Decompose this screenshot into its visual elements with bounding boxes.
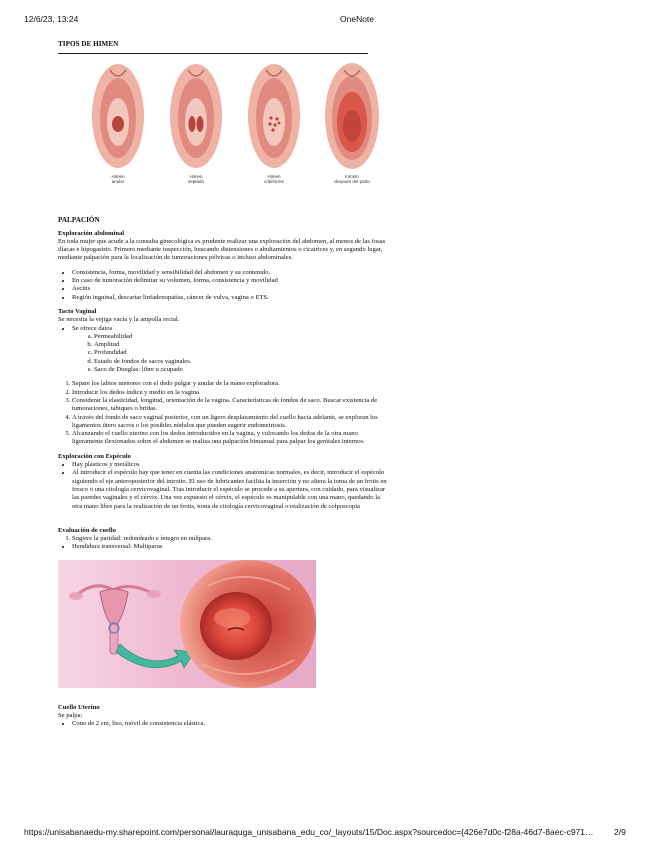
list-item: • Se ofrece datos a. Permeabilidad b. Amplitud c. Profundidad d. Estado de fondos de sacos vaginales. e. Saco de Douglas: libre u ocupado <box>72 325 388 375</box>
vaginal-exam-intro: Se necesita la vejiga vacía y la ampolla rectal. <box>58 316 180 324</box>
page-number: 2/9 <box>614 827 626 837</box>
list-item: • Hay plásticos y metálicos <box>72 461 388 469</box>
list-item: • Consistencia, forma, movilidad y sensibilidad del abdomen y su contenido. <box>72 269 388 277</box>
hymen-anular-illustration <box>88 56 148 184</box>
hymen-caption: Himen cribiforme <box>264 174 284 185</box>
vaginal-exam-steps <box>58 380 388 446</box>
list-item: 3. Considerar la elasticidad, longitud, orientación de la vagina. Características de fondos de saco. Buscar existencia de tumoraciones, tabiques o bridas. <box>72 397 388 414</box>
list-item: a. Permeabilidad <box>94 333 388 341</box>
neck-eval-heading: Evaluación de cuello <box>58 526 116 534</box>
section-divider <box>58 53 368 54</box>
list-item: e. Saco de Douglas: libre u ocupado <box>94 366 388 374</box>
list-item: • Al introducir el espéculo hay que tener en cuenta las condiciones anatómicas normales, es decir, introducir el espéculo siguiendo el eje anteroposterior del introito. El uso de lubricantes facilita la inserción y no altera la toma de un frotis en fresco o una citología cervicovaginal. Tras introducir el espéculo se procede a su apertura, con cuidado, para visualizar las paredes vaginales y el cérvix. Una vez expuesto el cérvix, el espéculo es manipulable con una mano, quedando la otra mano libre para la realización de un frotis, toma de citología cervicovaginal o realización de colposcopia <box>72 469 388 510</box>
list-item: • Ascitis <box>72 285 388 293</box>
hymen-cribiforme-illustration <box>244 56 304 184</box>
hymen-caption: Introito después del parto <box>334 174 370 185</box>
list-item: 4. A través del fondo de saco vaginal posterior, con un ligero desplazamiento del cuello hacia adelante, se exploran los ligamentos útero sacros o los posibles nódulos que pueden sugerir endometriosis. <box>72 414 388 431</box>
list-item: • En caso de tumoración delimitar su volumen, forma, consistencia y movilidad <box>72 277 388 285</box>
speculum-exam-list <box>58 461 388 511</box>
cervix-heading: Cuello Uterino <box>58 703 100 711</box>
vaginal-data-sublist <box>72 333 388 374</box>
hymen-septado-illustration <box>166 56 226 184</box>
list-item: 5. Alcanzando el cuello uterino con los dedos introducidos en la vagina, y colocando los dedos de la otra mano ligeramente flexionados sobre el abdomen se realiza una palpación bimanual para palpar los genitales internos. <box>72 430 388 447</box>
print-datetime: 12/6/23, 13:24 <box>24 14 79 24</box>
abdominal-exam-list <box>58 269 388 302</box>
hymen-section-title: TIPOS DE HIMEN <box>58 40 119 48</box>
hymen-types-figure <box>88 56 398 206</box>
speculum-exam-heading: Exploración con Espéculo <box>58 452 131 460</box>
abdominal-exam-heading: Exploración abdominal <box>58 229 125 237</box>
cervix-illustration <box>58 560 316 688</box>
neck-eval-list <box>58 535 388 543</box>
list-item: b. Amplitud <box>94 341 388 349</box>
abdominal-exam-intro: En toda mujer que acude a la consulta ginecológica es prudente realizar una exploración del abdomen, al menos de las fosas ilíacas e hipogastrio. Primero mediante inspección, buscando distensiones o abultamientos o cicatrices y, en segundo lugar, mediante palpación para la localización de tumoraciones pélvicas o incluso abdominales. <box>58 237 386 262</box>
cervix-intro: Se palpa: <box>58 711 83 719</box>
vaginal-exam-heading: Tacto Vaginal <box>58 307 97 315</box>
cervix-list <box>58 720 388 728</box>
list-item: • Hendidura transversal: Multiparus <box>72 543 388 551</box>
hymen-caption: Himen anular <box>111 174 125 185</box>
list-item: c. Profundidad <box>94 349 388 357</box>
note-page <box>58 40 388 729</box>
app-name: OneNote <box>340 14 375 24</box>
hymen-caption: Himen septado <box>187 174 204 185</box>
neck-eval-bullets <box>58 543 388 551</box>
list-item: 1. Separe los labios menores con el dedo pulgar y anular de la mano exploradora. <box>72 380 388 388</box>
page-url[interactable]: https://unisabanaedu-my.sharepoint.com/personal/lauraquga_unisabana_edu_co/_layouts/15/Doc.aspx?sourcedoc={426e7d0c-f28a-46d7-8aec-c971… <box>24 827 594 837</box>
list-item: 1. Sugiere la paridad: redondeado e íntegro en nulípara. <box>72 535 388 543</box>
palpation-title: PALPACIÓN <box>58 216 100 225</box>
introitus-postpartum-illustration <box>322 56 382 184</box>
list-item: 2. Introducir los dedos índice y medio en la vagina <box>72 389 388 397</box>
list-item: • Región inguinal, descartar linfadenopatías, cáncer de vulva, vagina o ETS. <box>72 294 388 302</box>
vaginal-data-list <box>58 325 388 375</box>
list-item: • Cono de 2 cm, liso, móvil de consistencia elástica. <box>72 720 388 728</box>
list-item: d. Estado de fondos de sacos vaginales. <box>94 358 388 366</box>
